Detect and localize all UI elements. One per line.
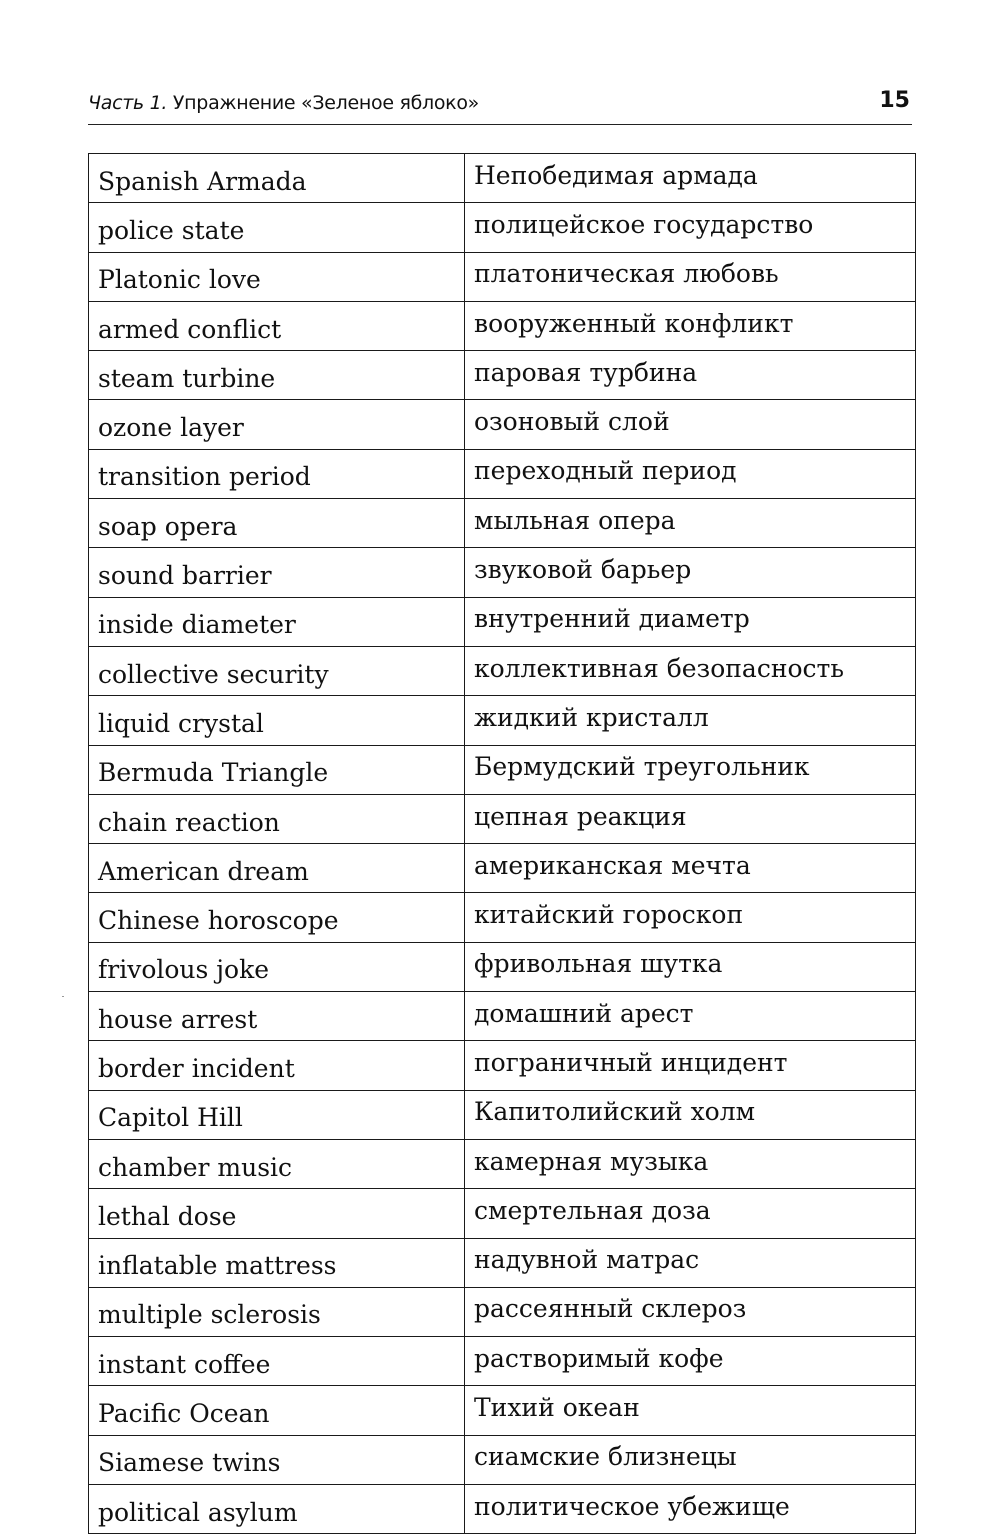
table-row <box>89 1287 916 1336</box>
russian-translation: полицейское государство <box>465 203 916 252</box>
english-term: chamber music <box>89 1139 465 1188</box>
table-row <box>89 252 916 301</box>
russian-translation: звуковой барьер <box>465 548 916 597</box>
russian-translation: Бермудский треугольник <box>465 745 916 794</box>
english-term: Spanish Armada <box>89 154 465 203</box>
table-row <box>89 745 916 794</box>
page-number: 15 <box>879 88 910 113</box>
table-row <box>89 1238 916 1287</box>
english-term: armed conflict <box>89 301 465 350</box>
table-row <box>89 1386 916 1435</box>
english-term: house arrest <box>89 992 465 1041</box>
russian-translation: домашний арест <box>465 992 916 1041</box>
english-term: multiple sclerosis <box>89 1287 465 1336</box>
page-header <box>88 88 912 125</box>
english-term: frivolous joke <box>89 942 465 991</box>
english-term: Pacific Ocean <box>89 1386 465 1435</box>
russian-translation: внутренний диаметр <box>465 597 916 646</box>
russian-translation: политическое убежище <box>465 1485 916 1534</box>
section-title: Упражнение «Зеленое яблоко» <box>172 92 479 114</box>
table-row <box>89 1485 916 1534</box>
russian-translation: паровая турбина <box>465 351 916 400</box>
russian-translation: жидкий кристалл <box>465 696 916 745</box>
english-term: sound barrier <box>89 548 465 597</box>
table-row <box>89 203 916 252</box>
english-term: police state <box>89 203 465 252</box>
russian-translation: мыльная опера <box>465 499 916 548</box>
table-row <box>89 844 916 893</box>
english-term: inflatable mattress <box>89 1238 465 1287</box>
english-term: Bermuda Triangle <box>89 745 465 794</box>
english-term: Chinese horoscope <box>89 893 465 942</box>
table-row <box>89 499 916 548</box>
english-term: American dream <box>89 844 465 893</box>
table-row <box>89 301 916 350</box>
russian-translation: рассеянный склероз <box>465 1287 916 1336</box>
english-term: Platonic love <box>89 252 465 301</box>
english-term: soap opera <box>89 499 465 548</box>
vocabulary-table-body <box>89 154 916 1534</box>
table-row <box>89 548 916 597</box>
english-term: chain reaction <box>89 794 465 843</box>
table-row <box>89 449 916 498</box>
russian-translation: фривольная шутка <box>465 942 916 991</box>
table-row <box>89 1041 916 1090</box>
russian-translation: пограничный инцидент <box>465 1041 916 1090</box>
table-row <box>89 942 916 991</box>
russian-translation: коллективная безопасность <box>465 646 916 695</box>
russian-translation: Непобедимая армада <box>465 154 916 203</box>
table-row <box>89 992 916 1041</box>
table-row <box>89 154 916 203</box>
table-row <box>89 794 916 843</box>
english-term: Capitol Hill <box>89 1090 465 1139</box>
english-term: steam turbine <box>89 351 465 400</box>
russian-translation: переходный период <box>465 449 916 498</box>
russian-translation: надувной матрас <box>465 1238 916 1287</box>
russian-translation: платоническая любовь <box>465 252 916 301</box>
table-row <box>89 646 916 695</box>
table-row <box>89 351 916 400</box>
table-row <box>89 1189 916 1238</box>
english-term: Siamese twins <box>89 1435 465 1484</box>
english-term: political asylum <box>89 1485 465 1534</box>
part-label: Часть 1. <box>88 92 168 114</box>
russian-translation: камерная музыка <box>465 1139 916 1188</box>
table-row <box>89 400 916 449</box>
russian-translation: вооруженный конфликт <box>465 301 916 350</box>
russian-translation: цепная реакция <box>465 794 916 843</box>
scan-speck <box>62 996 64 997</box>
russian-translation: американская мечта <box>465 844 916 893</box>
english-term: lethal dose <box>89 1189 465 1238</box>
table-row <box>89 597 916 646</box>
table-row <box>89 1139 916 1188</box>
table-row <box>89 893 916 942</box>
table-row <box>89 1435 916 1484</box>
running-head <box>88 92 479 114</box>
english-term: inside diameter <box>89 597 465 646</box>
russian-translation: Тихий океан <box>465 1386 916 1435</box>
english-term: instant coffee <box>89 1337 465 1386</box>
english-term: ozone layer <box>89 400 465 449</box>
russian-translation: растворимый кофе <box>465 1337 916 1386</box>
english-term: border incident <box>89 1041 465 1090</box>
russian-translation: смертельная доза <box>465 1189 916 1238</box>
vocabulary-table <box>88 153 916 1534</box>
russian-translation: озоновый слой <box>465 400 916 449</box>
russian-translation: Капитолийский холм <box>465 1090 916 1139</box>
table-row <box>89 696 916 745</box>
russian-translation: сиамские близнецы <box>465 1435 916 1484</box>
english-term: liquid crystal <box>89 696 465 745</box>
russian-translation: китайский гороскоп <box>465 893 916 942</box>
table-row <box>89 1337 916 1386</box>
table-row <box>89 1090 916 1139</box>
english-term: collective security <box>89 646 465 695</box>
english-term: transition period <box>89 449 465 498</box>
